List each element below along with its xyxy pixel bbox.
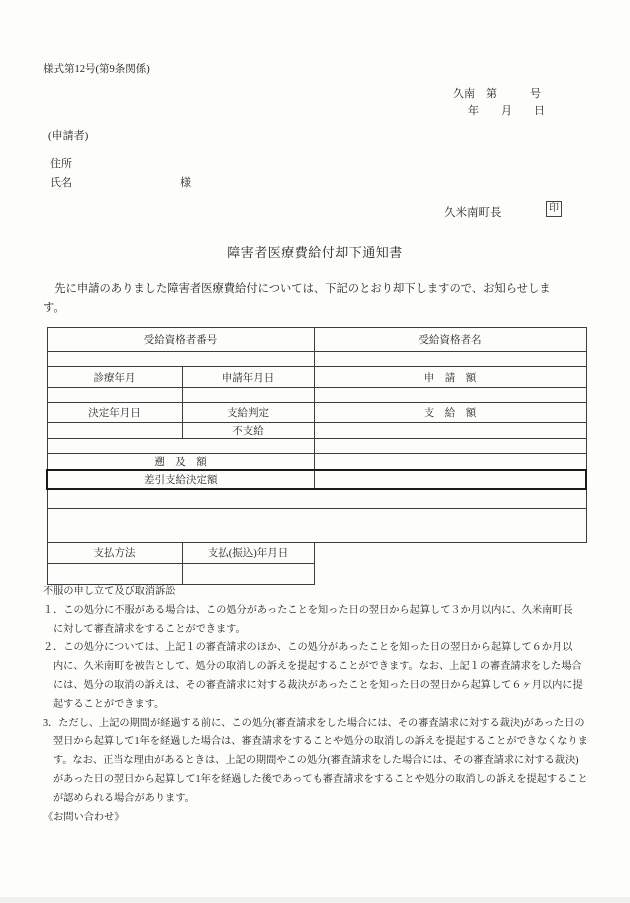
- treatment-month-header: 診療年月: [47, 367, 182, 388]
- date-line: 年 月 日: [468, 105, 545, 117]
- blank-area: [314, 542, 586, 563]
- note-item-3: [43, 715, 591, 809]
- application-date-header: 申請年月日: [182, 367, 314, 388]
- page-bottom-edge: [0, 897, 630, 903]
- net-payment-decision-header: 差引支給決定額: [47, 470, 314, 489]
- seal-box: [546, 201, 562, 217]
- application-amount-value-cell: [314, 388, 586, 403]
- spacer-cell: [47, 439, 314, 454]
- non-payment-cell: 不支給: [182, 423, 314, 439]
- intro-line: す。: [43, 301, 65, 314]
- note-line: す。なお、正当な理由があるときは、上記の期間やこの処分(審査請求をした場合には、その審査請求に対する裁決): [53, 755, 579, 767]
- treatment-month-value-cell: [47, 388, 182, 403]
- note-line: が認められる場合があります。: [53, 792, 195, 804]
- note-item-1: [43, 602, 591, 640]
- applicant-label: (申請者): [48, 130, 89, 142]
- recipient-number-value-cell: [47, 352, 314, 367]
- application-date-value-cell: [182, 388, 314, 403]
- note-line: があった日の翌日から起算して1年を経過した後であっても審査請求をすることや処分の取消しの訴えを提起すること: [53, 773, 588, 785]
- intro-paragraph: [43, 280, 591, 318]
- payment-transfer-date-value-cell: [182, 563, 314, 584]
- recipient-name-value-cell: [314, 352, 586, 367]
- blank-area: [314, 563, 586, 584]
- full-width-empty-row: [47, 489, 586, 508]
- seal-character: 印: [549, 203, 559, 214]
- payment-transfer-date-header: 支払(振込)年月日: [182, 542, 314, 563]
- note-line: ２．この処分については、上記１の審査請求のほか、この処分があったことを知った日の翌日から起算して６か月以: [43, 642, 573, 654]
- note-line: 3．ただし、上記の期間が経過する前に、この処分(審査請求をした場合には、その審査請求に対する裁決)があった日の: [43, 717, 585, 729]
- honorific-label: 様: [180, 177, 191, 189]
- doc-number-line: 久南 第 号: [453, 88, 541, 100]
- payment-method-value-cell: [47, 563, 182, 584]
- payment-amount-header: 支 給 額: [314, 403, 586, 423]
- note-item-2: [43, 639, 591, 714]
- decision-date-value-cell: [47, 423, 182, 439]
- full-width-empty-row: [47, 508, 586, 542]
- address-label: 住所: [50, 158, 72, 170]
- retroactive-amount-value-cell: [314, 454, 586, 471]
- intro-line: 先に申請のありました障害者医療費給付については、下記のとおり却下しますので、お知らせしま: [43, 283, 551, 295]
- appeal-notes-heading: 不服の申し立て及び取消訴訟: [43, 586, 176, 597]
- spacer-cell: [314, 439, 586, 454]
- payment-method-header: 支払方法: [47, 542, 182, 563]
- note-line: 起することができます。: [53, 698, 165, 710]
- note-line: 翌日から起算して1年を経過した場合は、審査請求をすることや処分の取消しの訴えを提起することができなくなりま: [53, 736, 588, 748]
- application-amount-header: 申 請 額: [314, 367, 586, 388]
- payment-amount-value-cell: [314, 423, 586, 439]
- note-line: １．この処分に不服がある場合は、この処分があったことを知った日の翌日から起算して３か月以内に、久米南町長: [43, 604, 573, 616]
- name-label: 氏名: [50, 177, 72, 189]
- net-payment-decision-value-cell: [314, 470, 586, 489]
- appeal-notes-section: [43, 583, 591, 827]
- payment-judgment-header: 支給判定: [182, 403, 314, 423]
- benefit-table: [46, 327, 587, 585]
- note-line: には、処分の取消の訴えは、その審査請求に対する裁決があったことを知った日の翌日から起算して６ヶ月以内に提: [53, 679, 583, 691]
- document-title: 障害者医療費給付却下通知書: [227, 245, 403, 260]
- form-number: 様式第12号(第9条関係): [43, 64, 150, 75]
- mayor-label: 久米南町長: [444, 207, 502, 219]
- note-line: 内に、久米南町を被告として、処分の取消しの訴えを提起することができます。なお、上記１の審査請求をした場合: [53, 661, 582, 673]
- contact-heading: 《お問い合わせ》: [43, 811, 125, 823]
- recipient-number-header: 受給資格者番号: [47, 328, 314, 352]
- retroactive-amount-header: 遡 及 額: [47, 454, 314, 471]
- recipient-name-header: 受給資格者名: [314, 328, 586, 352]
- decision-date-header: 決定年月日: [47, 403, 182, 423]
- note-line: に対して審査請求をすることができます。: [53, 623, 246, 635]
